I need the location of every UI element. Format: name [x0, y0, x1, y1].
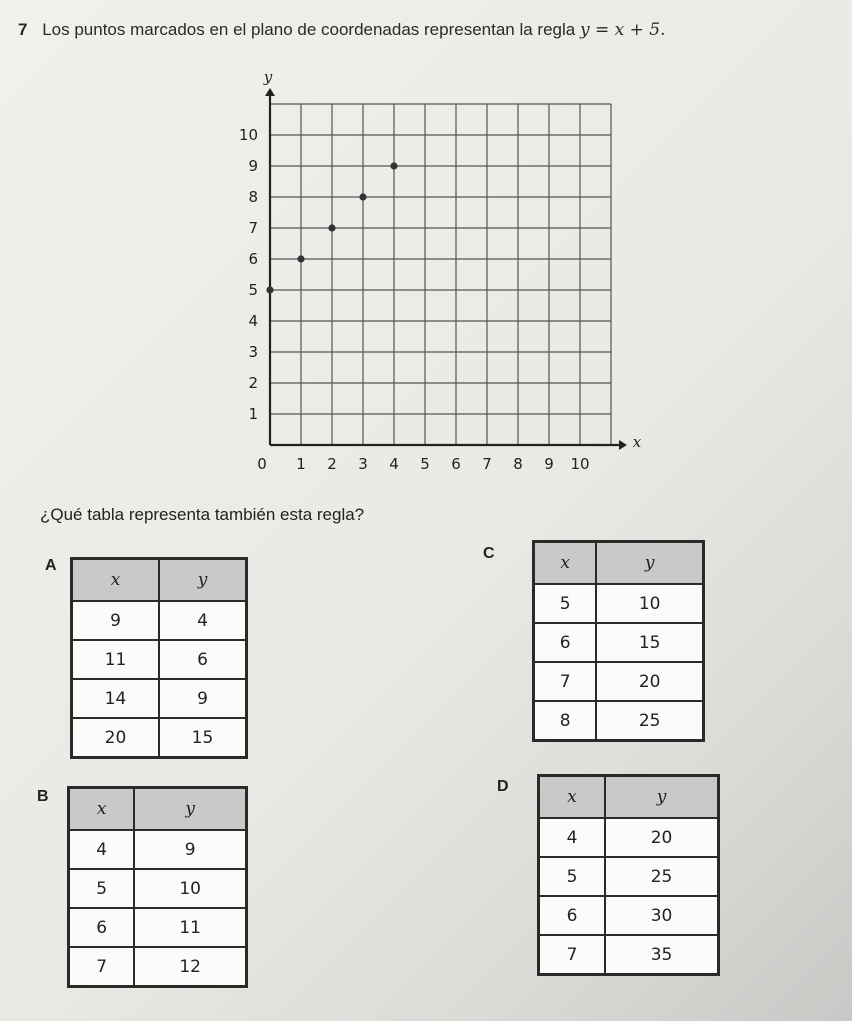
option-a-label[interactable]: A	[45, 557, 57, 574]
x-tick-label: 5	[420, 455, 430, 473]
cell-x: 5	[534, 584, 597, 623]
cell-x: 14	[72, 679, 160, 718]
cell-y: 11	[134, 908, 246, 947]
option-b-label[interactable]: B	[37, 788, 49, 805]
table-header-x: x	[539, 776, 606, 819]
y-tick-label: 3	[248, 343, 258, 361]
option-b-table[interactable]	[67, 786, 248, 988]
table-row	[72, 640, 247, 679]
y-tick-label: 2	[248, 374, 258, 392]
cell-x: 4	[69, 830, 135, 869]
table-row	[69, 830, 247, 869]
cell-y: 12	[134, 947, 246, 987]
cell-x: 5	[539, 857, 606, 896]
y-tick-label: 4	[248, 312, 258, 330]
cell-y: 4	[159, 601, 247, 640]
x-tick-label: 9	[544, 455, 554, 473]
data-point	[328, 224, 335, 231]
x-tick-label: 8	[513, 455, 523, 473]
y-tick-label: 8	[248, 188, 258, 206]
x-tick-label: 4	[389, 455, 399, 473]
tick-labels	[239, 68, 642, 473]
table-row	[69, 869, 247, 908]
data-point	[297, 255, 304, 262]
option-c-table[interactable]	[532, 540, 705, 742]
subquestion-text: ¿Qué tabla representa también esta regla?	[40, 505, 365, 524]
option-d-table[interactable]	[537, 774, 720, 976]
cell-y: 6	[159, 640, 247, 679]
cell-y: 9	[134, 830, 246, 869]
cell-x: 4	[539, 818, 606, 857]
x-tick-label: 7	[482, 455, 492, 473]
x-axis-label: x	[632, 433, 642, 451]
cell-x: 9	[72, 601, 160, 640]
table-row	[534, 623, 704, 662]
table-row	[539, 896, 719, 935]
grid	[270, 104, 611, 445]
data-point	[359, 193, 366, 200]
cell-x: 5	[69, 869, 135, 908]
question-prompt: Los puntos marcados en el plano de coordenadas representan la regla	[42, 20, 576, 39]
x-tick-label: 1	[296, 455, 306, 473]
table-header-y: y	[134, 788, 246, 831]
cell-y: 15	[159, 718, 247, 758]
cell-y: 20	[605, 818, 718, 857]
option-d-label[interactable]: D	[497, 778, 509, 795]
table-row	[72, 679, 247, 718]
table-row	[72, 601, 247, 640]
x-tick-label: 6	[451, 455, 461, 473]
table-row	[539, 935, 719, 975]
cell-y: 25	[596, 701, 703, 741]
table-header-x: x	[534, 542, 597, 585]
y-tick-label: 5	[248, 281, 258, 299]
cell-y: 30	[605, 896, 718, 935]
x-axis-arrow-icon	[619, 440, 627, 450]
option-c-label[interactable]: C	[483, 545, 495, 562]
table-row	[539, 818, 719, 857]
cell-x: 7	[534, 662, 597, 701]
cell-x: 6	[69, 908, 135, 947]
cell-x: 11	[72, 640, 160, 679]
table-row	[539, 857, 719, 896]
y-tick-label: 10	[238, 126, 258, 144]
y-axis-arrow-icon	[265, 88, 275, 96]
cell-y: 10	[134, 869, 246, 908]
table-header-y: y	[605, 776, 718, 819]
rule-equation: y = x + 5.	[579, 20, 666, 40]
question-text	[18, 20, 838, 40]
y-tick-label: 6	[248, 250, 258, 268]
data-point	[390, 162, 397, 169]
cell-x: 6	[534, 623, 597, 662]
table-header-y: y	[159, 559, 247, 602]
cell-x: 6	[539, 896, 606, 935]
x-tick-label: 3	[358, 455, 368, 473]
question-number: 7	[18, 20, 28, 39]
table-header-y: y	[596, 542, 703, 585]
cell-x: 7	[69, 947, 135, 987]
table-header-x: x	[72, 559, 160, 602]
option-a-table[interactable]	[70, 557, 248, 759]
y-axis-label: y	[263, 68, 273, 86]
coordinate-plane	[220, 68, 650, 480]
cell-x: 20	[72, 718, 160, 758]
table-row	[72, 718, 247, 758]
cell-x: 7	[539, 935, 606, 975]
cell-y: 9	[159, 679, 247, 718]
table-row	[534, 662, 704, 701]
data-point	[266, 286, 273, 293]
cell-y: 10	[596, 584, 703, 623]
y-tick-label: 9	[248, 157, 258, 175]
cell-y: 20	[596, 662, 703, 701]
table-row	[69, 947, 247, 987]
axes	[265, 88, 627, 450]
cell-x: 8	[534, 701, 597, 741]
y-tick-label: 7	[248, 219, 258, 237]
origin-label: 0	[257, 455, 267, 473]
y-tick-label: 1	[248, 405, 258, 423]
cell-y: 25	[605, 857, 718, 896]
x-tick-label: 10	[570, 455, 590, 473]
x-tick-label: 2	[327, 455, 337, 473]
table-row	[534, 584, 704, 623]
table-row	[534, 701, 704, 741]
cell-y: 15	[596, 623, 703, 662]
cell-y: 35	[605, 935, 718, 975]
table-header-x: x	[69, 788, 135, 831]
table-row	[69, 908, 247, 947]
